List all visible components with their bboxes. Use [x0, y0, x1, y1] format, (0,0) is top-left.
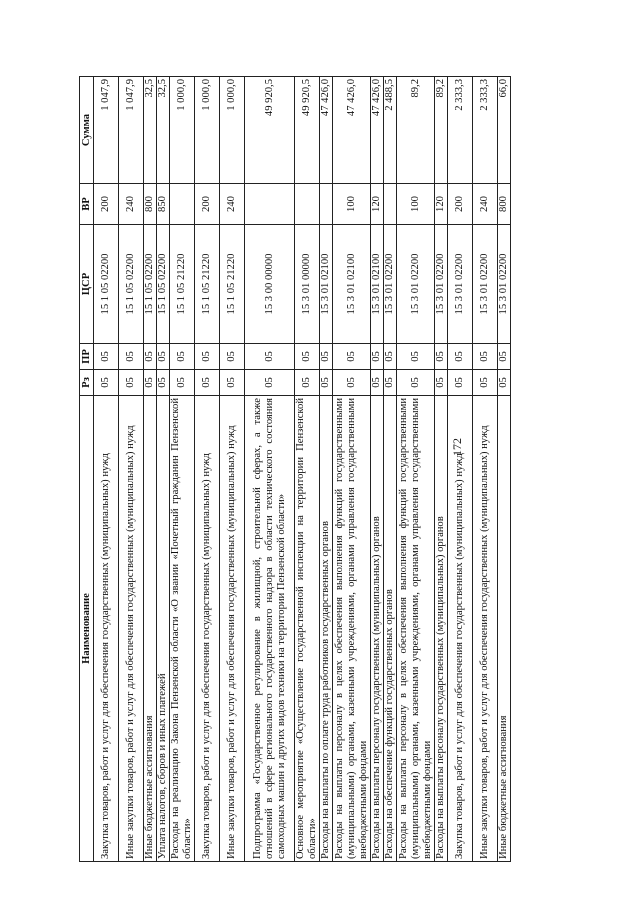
table-row: [94, 77, 119, 862]
cell-rz: 05: [157, 370, 170, 396]
cell-name: Иные закупки товаров, работ и услуг для обеспечения государственных (муниципальных) нужд: [473, 396, 498, 862]
cell-rz: 05: [384, 370, 397, 396]
cell-name: Расходы на реализацию Закона Пензенской области «О звании «Почетный гражданин Пензенской области»: [170, 396, 195, 862]
header-rz: Рз: [80, 370, 94, 396]
cell-sum: 89,2: [435, 77, 448, 184]
cell-sum: 47 426,0: [371, 77, 384, 184]
cell-pr: 05: [448, 344, 473, 370]
cell-csr: 15 3 01 02100: [320, 225, 333, 344]
cell-sum: 1 000,0: [170, 77, 195, 184]
table-row: [333, 77, 371, 862]
cell-sum: 49 920,5: [245, 77, 295, 184]
cell-name: Закупка товаров, работ и услуг для обеспечения государственных (муниципальных) нужд: [195, 396, 220, 862]
cell-pr: 05: [295, 344, 320, 370]
header-vr: ВР: [80, 184, 94, 225]
cell-csr: 15 3 01 02200: [384, 225, 397, 344]
cell-vr: [320, 184, 333, 225]
cell-csr: 15 1 05 21220: [170, 225, 195, 344]
cell-sum: 47 426,0: [320, 77, 333, 184]
cell-pr: 05: [170, 344, 195, 370]
cell-csr: 15 3 00 00000: [245, 225, 295, 344]
cell-rz: 05: [435, 370, 448, 396]
table-row: [295, 77, 320, 862]
cell-pr: 05: [157, 344, 170, 370]
cell-name: Расходы на выплаты персоналу в целях обеспечения выполнения функций государственными (муниципальными) органами, казенными учреждениями, органами управления государственными внебюджетными фондами: [333, 396, 371, 862]
cell-csr: 15 1 05 02200: [94, 225, 119, 344]
table-body: [94, 77, 511, 862]
cell-sum: 47 426,0: [333, 77, 371, 184]
cell-pr: 05: [473, 344, 498, 370]
cell-pr: 05: [384, 344, 397, 370]
cell-name: Иные закупки товаров, работ и услуг для обеспечения государственных (муниципальных) нужд: [220, 396, 245, 862]
cell-csr: 15 1 05 02200: [144, 225, 157, 344]
cell-rz: 05: [144, 370, 157, 396]
cell-csr: 15 3 01 02200: [448, 225, 473, 344]
table-row: [384, 77, 397, 862]
table-row: [144, 77, 157, 862]
cell-rz: 05: [295, 370, 320, 396]
cell-pr: 05: [435, 344, 448, 370]
cell-rz: 05: [498, 370, 511, 396]
cell-name: Основное мероприятие «Осуществление государственной инспекции на территории Пензенской области»: [295, 396, 320, 862]
cell-sum: 1 000,0: [220, 77, 245, 184]
cell-pr: 05: [220, 344, 245, 370]
cell-sum: 49 920,5: [295, 77, 320, 184]
cell-pr: 05: [144, 344, 157, 370]
cell-sum: 66,0: [498, 77, 511, 184]
cell-pr: 05: [119, 344, 144, 370]
cell-sum: 2 488,5: [384, 77, 397, 184]
cell-rz: 05: [397, 370, 435, 396]
cell-name: Иные бюджетные ассигнования: [498, 396, 511, 862]
cell-name: Расходы на обеспечение функций государственных органов: [384, 396, 397, 862]
cell-sum: 2 333,3: [473, 77, 498, 184]
table-row: [195, 77, 220, 862]
header-sum: Сумма: [80, 77, 94, 184]
cell-name: Уплата налогов, сборов и иных платежей: [157, 396, 170, 862]
cell-vr: 120: [435, 184, 448, 225]
table-row: [498, 77, 511, 862]
cell-pr: 05: [397, 344, 435, 370]
cell-csr: 15 3 01 02200: [397, 225, 435, 344]
cell-pr: 05: [371, 344, 384, 370]
cell-pr: 05: [245, 344, 295, 370]
page-number: 172: [450, 438, 464, 456]
cell-csr: 15 3 01 02100: [333, 225, 371, 344]
cell-csr: 15 3 01 02200: [498, 225, 511, 344]
cell-name: Закупка товаров, работ и услуг для обеспечения государственных (муниципальных) нужд: [448, 396, 473, 862]
cell-csr: 15 3 01 02200: [473, 225, 498, 344]
cell-vr: [245, 184, 295, 225]
cell-sum: 1 047,9: [94, 77, 119, 184]
header-csr: ЦСР: [80, 225, 94, 344]
cell-name: Расходы на выплаты по оплате труда работников государственных органов: [320, 396, 333, 862]
cell-name: Расходы на выплаты персоналу государственных (муниципальных) органов: [371, 396, 384, 862]
cell-csr: 15 1 05 21220: [195, 225, 220, 344]
table-row: [220, 77, 245, 862]
cell-vr: 200: [94, 184, 119, 225]
table-row: [119, 77, 144, 862]
cell-rz: 05: [220, 370, 245, 396]
cell-csr: 15 1 05 02200: [157, 225, 170, 344]
cell-rz: 05: [320, 370, 333, 396]
table-row: [473, 77, 498, 862]
cell-vr: 100: [397, 184, 435, 225]
cell-sum: 1 047,9: [119, 77, 144, 184]
cell-vr: 100: [333, 184, 371, 225]
table-row: [435, 77, 448, 862]
cell-csr: 15 3 01 02100: [371, 225, 384, 344]
cell-vr: [170, 184, 195, 225]
cell-csr: 15 1 05 21220: [220, 225, 245, 344]
cell-csr: 15 1 05 02200: [119, 225, 144, 344]
cell-vr: 850: [157, 184, 170, 225]
cell-rz: 05: [245, 370, 295, 396]
table-row: [397, 77, 435, 862]
cell-rz: 05: [119, 370, 144, 396]
cell-vr: [384, 184, 397, 225]
cell-pr: 05: [333, 344, 371, 370]
cell-rz: 05: [170, 370, 195, 396]
cell-sum: 32,5: [157, 77, 170, 184]
table-row: [320, 77, 333, 862]
cell-csr: 15 3 01 02200: [435, 225, 448, 344]
cell-name: Иные бюджетные ассигнования: [144, 396, 157, 862]
cell-sum: 32,5: [144, 77, 157, 184]
cell-sum: 1 000,0: [195, 77, 220, 184]
table-row: [448, 77, 473, 862]
cell-vr: 200: [195, 184, 220, 225]
cell-vr: [295, 184, 320, 225]
cell-pr: 05: [94, 344, 119, 370]
rotated-table-wrapper: [79, 77, 584, 862]
cell-rz: 05: [333, 370, 371, 396]
cell-pr: 05: [498, 344, 511, 370]
cell-rz: 05: [448, 370, 473, 396]
table-row: [245, 77, 295, 862]
header-name: Наименование: [80, 396, 94, 862]
cell-vr: 200: [448, 184, 473, 225]
header-pr: ПР: [80, 344, 94, 370]
cell-sum: 89,2: [397, 77, 435, 184]
cell-csr: 15 3 01 00000: [295, 225, 320, 344]
cell-vr: 240: [220, 184, 245, 225]
cell-name: Закупка товаров, работ и услуг для обеспечения государственных (муниципальных) нужд: [94, 396, 119, 862]
cell-rz: 05: [473, 370, 498, 396]
cell-pr: 05: [195, 344, 220, 370]
cell-rz: 05: [371, 370, 384, 396]
cell-name: Расходы на выплаты персоналу государственных (муниципальных) органов: [435, 396, 448, 862]
cell-vr: 240: [119, 184, 144, 225]
cell-name: Подпрограмма «Государственное регулирование в жилищной, строительной сферах, а также отношений в сфере регионального государственного надзора в области технического состояния самоходных машин и других видов техники на территории Пензенской области»: [245, 396, 295, 862]
table-header-row: [80, 77, 94, 862]
cell-pr: 05: [320, 344, 333, 370]
cell-rz: 05: [195, 370, 220, 396]
table-row: [170, 77, 195, 862]
table-row: [371, 77, 384, 862]
cell-name: Иные закупки товаров, работ и услуг для обеспечения государственных (муниципальных) нужд: [119, 396, 144, 862]
cell-sum: 2 333,3: [448, 77, 473, 184]
cell-vr: 800: [498, 184, 511, 225]
cell-vr: 120: [371, 184, 384, 225]
cell-name: Расходы на выплаты персоналу в целях обеспечения выполнения функций государственными (муниципальными) органами, казенными учреждениями, органами управления государственными внебюджетными фондами: [397, 396, 435, 862]
budget-table: [79, 76, 511, 862]
cell-vr: 800: [144, 184, 157, 225]
cell-rz: 05: [94, 370, 119, 396]
table-row: [157, 77, 170, 862]
cell-vr: 240: [473, 184, 498, 225]
